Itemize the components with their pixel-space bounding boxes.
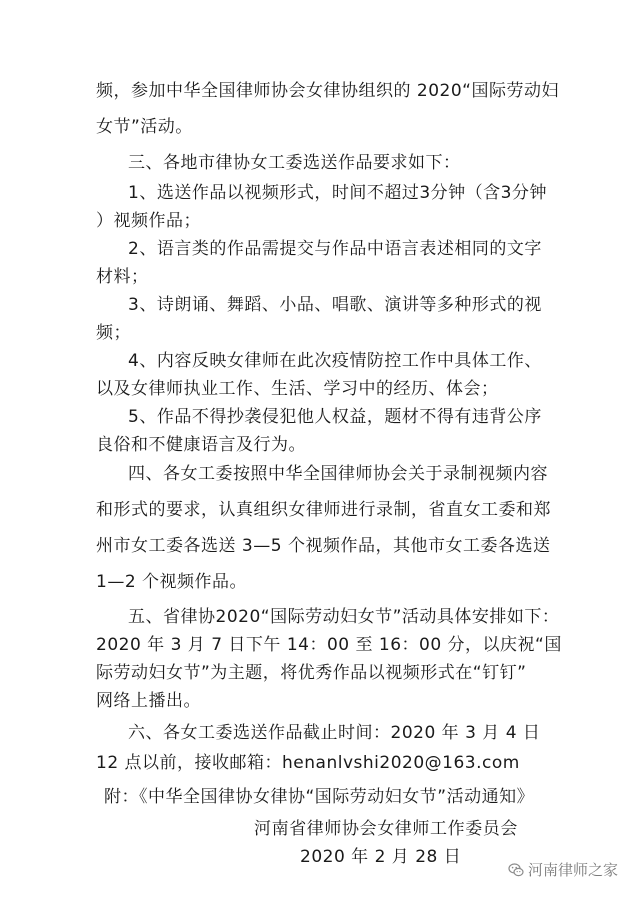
item-1-line-1: 1、选送作品以视频形式，时间不超过3分钟（含3分钟 xyxy=(128,183,547,203)
item-4-line-2: 以及女律师执业工作、生活、学习中的经历、体会； xyxy=(96,379,499,399)
item-1-line-2: ）视频作品； xyxy=(96,211,201,231)
section-5-line-3: 际劳动妇女节”为主题，将优秀作品以视频形式在“钉钉” xyxy=(96,663,527,683)
item-2-line-2: 材料； xyxy=(96,267,149,287)
item-4-line-1: 4、内容反映女律师在此次疫情防控工作中具体工作、 xyxy=(128,351,542,371)
section-6-line-1: 六、各女工委选送作品截止时间：2020 年 3 月 4 日 xyxy=(128,723,541,743)
section-5-line-2: 2020 年 3 月 7 日下午 14：00 至 16：00 分，以庆祝“国 xyxy=(96,635,562,655)
wechat-icon xyxy=(508,862,524,878)
section-4-line-4: 1—2 个视频作品。 xyxy=(96,572,248,592)
item-3-line-1: 3、诗朗诵、舞蹈、小品、唱歌、演讲等多种形式的视 xyxy=(128,295,542,315)
section-5-line-4: 网络上播出。 xyxy=(96,691,201,711)
watermark xyxy=(508,860,618,880)
section-4-line-1: 四、各女工委按照中华全国律师协会关于录制视频内容 xyxy=(128,464,548,484)
signature-date: 2020 年 2 月 28 日 xyxy=(300,847,462,867)
section-4-line-2: 和形式的要求，认真组织女律师进行录制，省直女工委和郑 xyxy=(96,500,551,520)
item-2-line-1: 2、语言类的作品需提交与作品中语言表述相同的文字 xyxy=(128,239,542,259)
signature-organization: 河南省律师协会女律师工作委员会 xyxy=(254,819,518,839)
item-5-line-1: 5、作品不得抄袭侵犯他人权益，题材不得有违背公序 xyxy=(128,407,542,427)
watermark-text: 河南律师之家 xyxy=(528,861,619,879)
item-3-line-2: 频； xyxy=(96,323,131,343)
attachment-line: 附：《中华全国律协女律协“国际劳动妇女节”活动通知》 xyxy=(104,787,535,807)
item-5-line-2: 良俗和不健康语言及行为。 xyxy=(96,435,306,455)
text-line-1: 频，参加中华全国律师协会女律协组织的 2020“国际劳动妇 xyxy=(96,81,559,101)
text-line-2: 女节”活动。 xyxy=(96,117,193,137)
section-3-heading: 三、各地市律协女工委选送作品要求如下： xyxy=(128,153,461,173)
section-4-line-3: 州市女工委各选送 3—5 个视频作品，其他市女工委各选送 xyxy=(96,536,551,556)
section-5-line-1: 五、省律协2020“国际劳动妇女节”活动具体安排如下： xyxy=(128,607,560,627)
section-6-line-2: 12 点以前，接收邮箱：henanlvshi2020@163.com xyxy=(96,753,520,773)
